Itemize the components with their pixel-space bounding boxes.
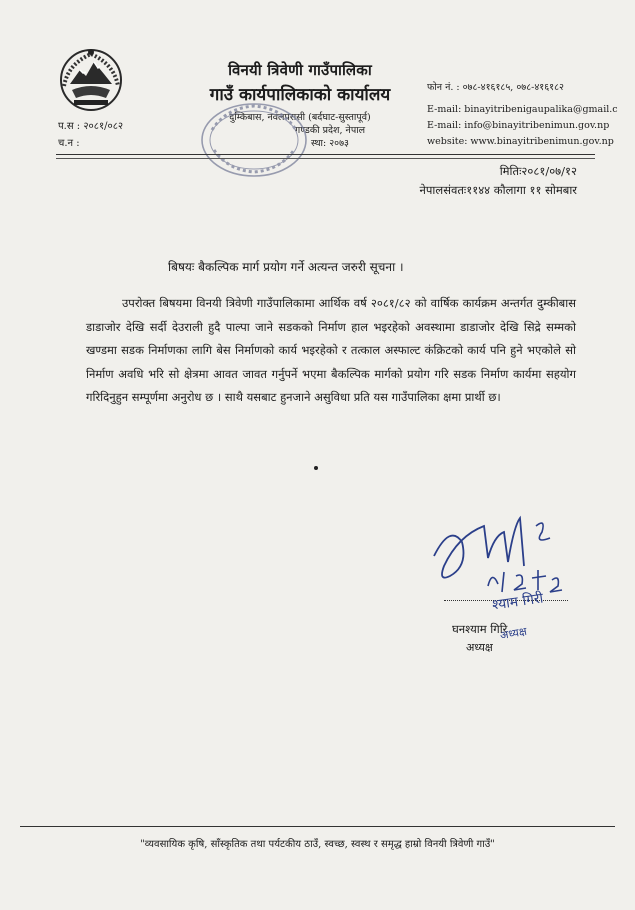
address-line-1: दुम्किबास, नवलपरासी (बर्दघाट-सुस्तापूर्व): [229, 112, 371, 123]
nepal-emblem-icon: [56, 44, 126, 114]
office-stamp-icon: [198, 100, 310, 180]
date-bs: मितिः२०८१/०७/१२: [499, 164, 577, 178]
signatory-title: अध्यक्ष: [466, 641, 493, 654]
ink-dot: [314, 466, 318, 470]
header-rule: [56, 154, 595, 155]
letter-subject: बिषयः बैकल्पिक मार्ग प्रयोग गर्ने अत्यन्त जरुरी सूचना ।: [168, 260, 404, 274]
phone-number: फोन नं. : ०७८-४१६१८५, ०७८-४१६१८२: [427, 82, 564, 93]
office-name: गाउँ कार्यपालिकाको कार्यालय: [209, 85, 391, 105]
reference-block: [58, 118, 123, 152]
handwritten-title: अध्यक्ष: [499, 624, 528, 643]
address-line-2: गण्डकी प्रदेश, नेपाल: [294, 125, 366, 136]
footer-slogan: "व्यवसायिक कृषि, साँस्कृतिक तथा पर्यटकीय ठाउँ, स्वच्छ, स्वस्थ र समृद्ध हाम्रो विनयी त्रिवेणी गाउँ": [140, 839, 495, 850]
email-official: E-mail: info@binayitribenimun.gov.np: [427, 120, 610, 131]
signatory-name: घनश्याम गिरि: [452, 622, 508, 636]
footer-rule: [20, 826, 615, 827]
handwritten-name: श्याम गिरी: [491, 590, 545, 614]
dispatch-number: च.न :: [58, 138, 80, 149]
email-gmail: E-mail: binayitribenigaupalika@gmail.c: [427, 104, 618, 115]
municipality-name: विनयी त्रिवेणी गाउँपालिका: [228, 61, 372, 79]
letter-body: उपरोक्त बिषयमा विनयी त्रिवेणी गाउँपालिकामा आर्थिक वर्ष २०८१/८२ को वार्षिक कार्यक्रम अन्तर्गत दुम्कीबास डाडाजोर देखि सर्दी देउराली हुदै पाल्पा जाने सडकको निर्माण हाल भइरहेको अवस्थामा डाडाजोर देखि सिद्रे सम्मको खण्डमा सडक निर्माणका लागि बेस निर्माणको कार्य भइरहेको र तत्काल अस्फाल्ट कंक्रिटको कार्य पनि हुने भएकोले सो निर्माण अवधि भरि सो क्षेत्रमा आवत जावत गर्नुपर्ने भएमा बैकल्पिक मार्गको प्रयोग गरि सडक निर्माण कार्यमा सहयोग गरिदिनुहुन सम्पूर्णमा अनुरोध छ । साथै यसबाट हुनजाने असुविधा प्रति यस गाउँपालिका क्षमा प्रार्थी छ।: [86, 296, 576, 404]
date-block: [420, 162, 578, 200]
handwritten-signature-icon: [428, 496, 578, 602]
website: website: www.binayitribenimun.gov.np: [427, 136, 614, 147]
header-rule-thin: [56, 158, 595, 159]
established-year: स्था: २०७३: [310, 138, 350, 149]
contact-block: [427, 80, 631, 150]
letter-number: प.स : २०८१/०८२: [58, 121, 124, 132]
date-nepal-sambat: नेपालसंवतः११४४ कौलागा ११ सोमबार: [419, 183, 577, 197]
